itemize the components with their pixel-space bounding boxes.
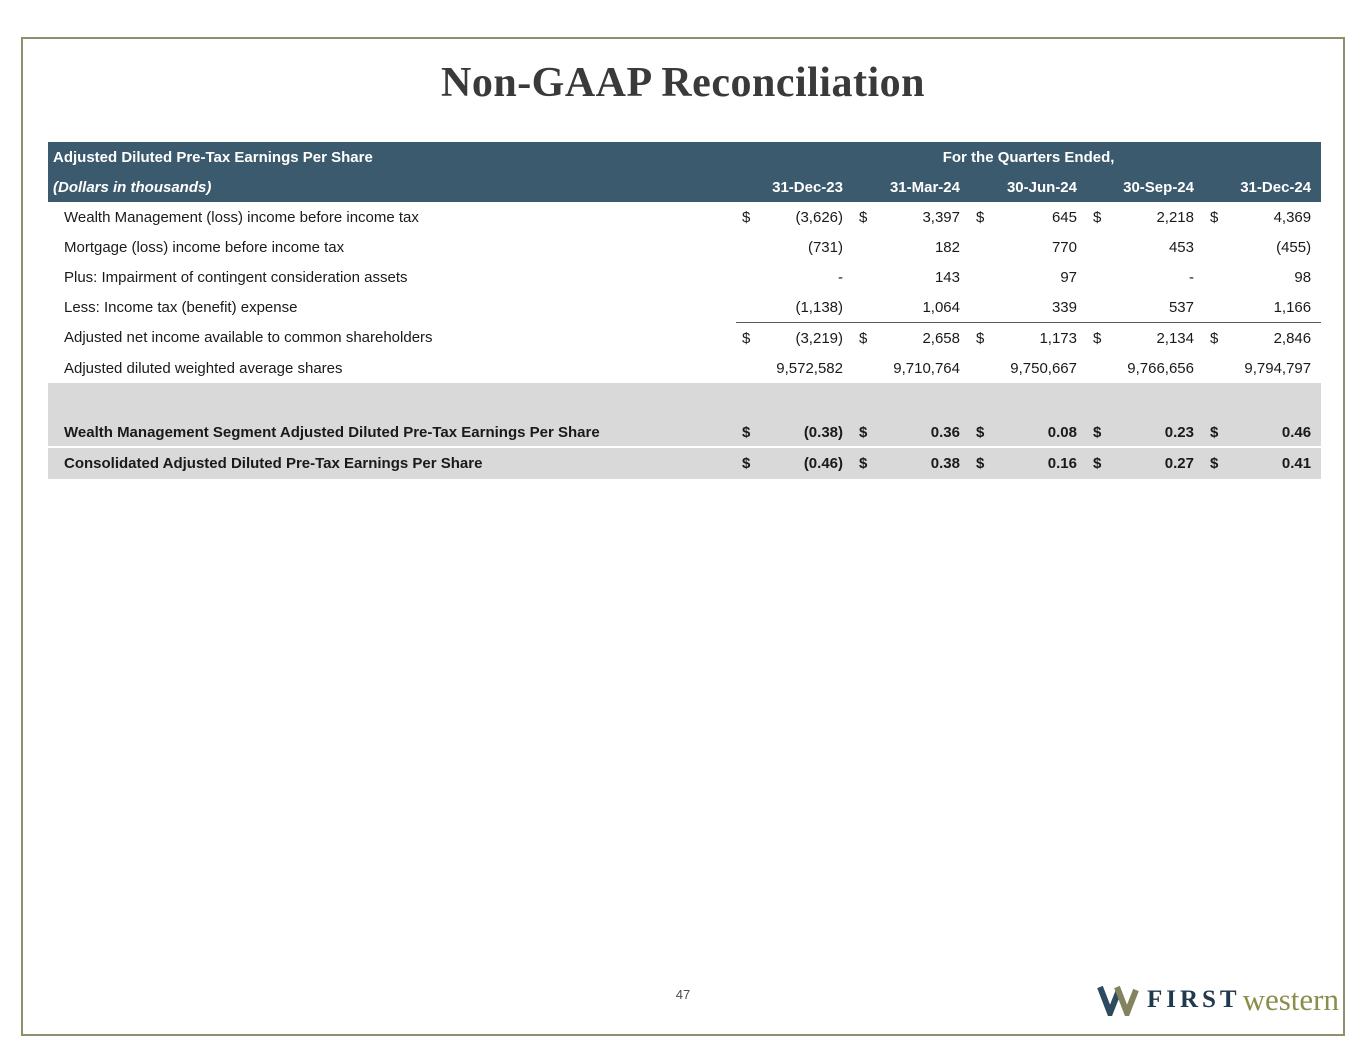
table-row bbox=[48, 202, 1321, 232]
currency-symbol bbox=[1204, 292, 1230, 323]
non-gaap-table bbox=[48, 142, 1321, 479]
value-cell: 0.46 bbox=[1230, 383, 1321, 447]
value-cell: 2,134 bbox=[1113, 323, 1204, 354]
table-row bbox=[48, 292, 1321, 323]
currency-symbol bbox=[853, 262, 879, 292]
value-cell: 453 bbox=[1168, 238, 1194, 256]
value-cell: 0.23 bbox=[1113, 383, 1204, 447]
value-cell: 1,173 bbox=[996, 323, 1087, 354]
column-header-q5: 31-Dec-24 bbox=[1204, 172, 1321, 202]
currency-symbol: $ bbox=[736, 447, 762, 479]
currency-symbol bbox=[1204, 262, 1230, 292]
currency-symbol: $ bbox=[1093, 208, 1102, 226]
value-cell: - bbox=[1189, 268, 1194, 286]
value-cell: (455) bbox=[1276, 238, 1312, 256]
value-cell: 3,397 bbox=[922, 208, 960, 226]
row-label: Plus: Impairment of contingent consideration assets bbox=[64, 268, 408, 286]
table-row bbox=[48, 232, 1321, 262]
value-cell: 9,766,656 bbox=[1127, 359, 1194, 377]
value-cell: 98 bbox=[1294, 268, 1312, 286]
value-cell: 9,750,667 bbox=[1010, 359, 1077, 377]
value-cell: 182 bbox=[934, 238, 960, 256]
value-cell: (731) bbox=[807, 238, 843, 256]
value-cell: (3,219) bbox=[762, 323, 853, 354]
currency-symbol: $ bbox=[736, 383, 762, 447]
value-cell: (1,138) bbox=[795, 298, 843, 316]
logo-text-first: FIRST bbox=[1146, 986, 1241, 1013]
column-header-q4: 30-Sep-24 bbox=[1087, 172, 1204, 202]
currency-symbol: $ bbox=[742, 208, 751, 226]
value-cell: 1,166 bbox=[1273, 298, 1312, 316]
currency-symbol: $ bbox=[970, 447, 996, 479]
row-label: Less: Income tax (benefit) expense bbox=[64, 298, 298, 316]
currency-symbol bbox=[970, 262, 996, 292]
currency-symbol bbox=[970, 353, 996, 383]
currency-symbol: $ bbox=[976, 208, 985, 226]
value-cell: 0.41 bbox=[1230, 447, 1321, 479]
currency-symbol: $ bbox=[1204, 383, 1230, 447]
table-header-row-2 bbox=[48, 172, 1321, 202]
value-cell: 9,794,797 bbox=[1244, 359, 1312, 377]
currency-symbol: $ bbox=[1204, 323, 1230, 354]
value-cell: - bbox=[838, 268, 843, 286]
currency-symbol bbox=[853, 353, 879, 383]
table-title: Adjusted Diluted Pre-Tax Earnings Per Share bbox=[48, 142, 736, 172]
table-row-highlight bbox=[48, 383, 1321, 447]
value-cell: (0.46) bbox=[762, 447, 853, 479]
currency-symbol bbox=[1087, 262, 1113, 292]
row-label: Adjusted diluted weighted average shares bbox=[64, 359, 343, 377]
value-cell: 770 bbox=[1051, 238, 1077, 256]
currency-symbol bbox=[1087, 232, 1113, 262]
row-label: Wealth Management Segment Adjusted Diluted Pre-Tax Earnings Per Share bbox=[48, 383, 736, 447]
value-cell: 537 bbox=[1168, 298, 1194, 316]
column-header-q1: 31-Dec-23 bbox=[736, 172, 853, 202]
currency-symbol: $ bbox=[1087, 383, 1113, 447]
currency-symbol: $ bbox=[1087, 447, 1113, 479]
value-cell: 4,369 bbox=[1273, 208, 1312, 226]
table-row bbox=[48, 262, 1321, 292]
first-western-logo bbox=[1097, 982, 1339, 1018]
currency-symbol: $ bbox=[859, 208, 868, 226]
value-cell: 0.36 bbox=[879, 383, 970, 447]
page-number: 47 bbox=[675, 987, 691, 1002]
currency-symbol bbox=[853, 292, 879, 323]
value-cell: 9,572,582 bbox=[776, 359, 843, 377]
currency-symbol bbox=[736, 292, 762, 323]
row-label: Consolidated Adjusted Diluted Pre-Tax Earnings Per Share bbox=[48, 447, 736, 479]
currency-symbol bbox=[970, 232, 996, 262]
table-header-row-1 bbox=[48, 142, 1321, 172]
currency-symbol: $ bbox=[853, 383, 879, 447]
dollars-in-thousands-note: (Dollars in thousands) bbox=[48, 172, 736, 202]
currency-symbol: $ bbox=[1204, 447, 1230, 479]
value-cell: 0.08 bbox=[996, 383, 1087, 447]
value-cell: 1,064 bbox=[922, 298, 960, 316]
table-row bbox=[48, 353, 1321, 383]
currency-symbol: $ bbox=[1087, 323, 1113, 354]
currency-symbol bbox=[1204, 232, 1230, 262]
currency-symbol bbox=[1087, 353, 1113, 383]
currency-symbol bbox=[736, 353, 762, 383]
currency-symbol bbox=[1204, 353, 1230, 383]
page-title: Non-GAAP Reconciliation bbox=[441, 60, 925, 106]
row-label: Wealth Management (loss) income before income tax bbox=[64, 208, 419, 226]
currency-symbol bbox=[736, 232, 762, 262]
currency-symbol: $ bbox=[853, 447, 879, 479]
table-row-highlight bbox=[48, 447, 1321, 479]
value-cell: 0.27 bbox=[1113, 447, 1204, 479]
currency-symbol: $ bbox=[970, 383, 996, 447]
w-logo-icon bbox=[1097, 984, 1139, 1016]
value-cell: 0.38 bbox=[879, 447, 970, 479]
column-header-q3: 30-Jun-24 bbox=[970, 172, 1087, 202]
slide bbox=[21, 37, 1345, 1036]
quarters-ended-label: For the Quarters Ended, bbox=[736, 142, 1321, 172]
currency-symbol bbox=[970, 292, 996, 323]
row-label: Mortgage (loss) income before income tax bbox=[64, 238, 345, 256]
currency-symbol: $ bbox=[970, 323, 996, 354]
value-cell: 0.16 bbox=[996, 447, 1087, 479]
value-cell: 2,218 bbox=[1156, 208, 1194, 226]
value-cell: (0.38) bbox=[762, 383, 853, 447]
value-cell: 143 bbox=[934, 268, 960, 286]
value-cell: 2,658 bbox=[879, 323, 970, 354]
table-row-subtotal bbox=[48, 323, 1321, 354]
currency-symbol bbox=[853, 232, 879, 262]
currency-symbol: $ bbox=[1210, 208, 1219, 226]
column-header-q2: 31-Mar-24 bbox=[853, 172, 970, 202]
row-label: Adjusted net income available to common shareholders bbox=[64, 329, 433, 347]
value-cell: 9,710,764 bbox=[893, 359, 960, 377]
currency-symbol bbox=[1087, 292, 1113, 323]
currency-symbol: $ bbox=[853, 323, 879, 354]
value-cell: 2,846 bbox=[1230, 323, 1321, 354]
logo-text-western: western bbox=[1242, 982, 1339, 1017]
currency-symbol: $ bbox=[736, 323, 762, 354]
value-cell: 97 bbox=[1060, 268, 1077, 286]
value-cell: 339 bbox=[1051, 298, 1077, 316]
value-cell: 645 bbox=[1051, 208, 1077, 226]
currency-symbol bbox=[736, 262, 762, 292]
value-cell: (3,626) bbox=[795, 208, 843, 226]
